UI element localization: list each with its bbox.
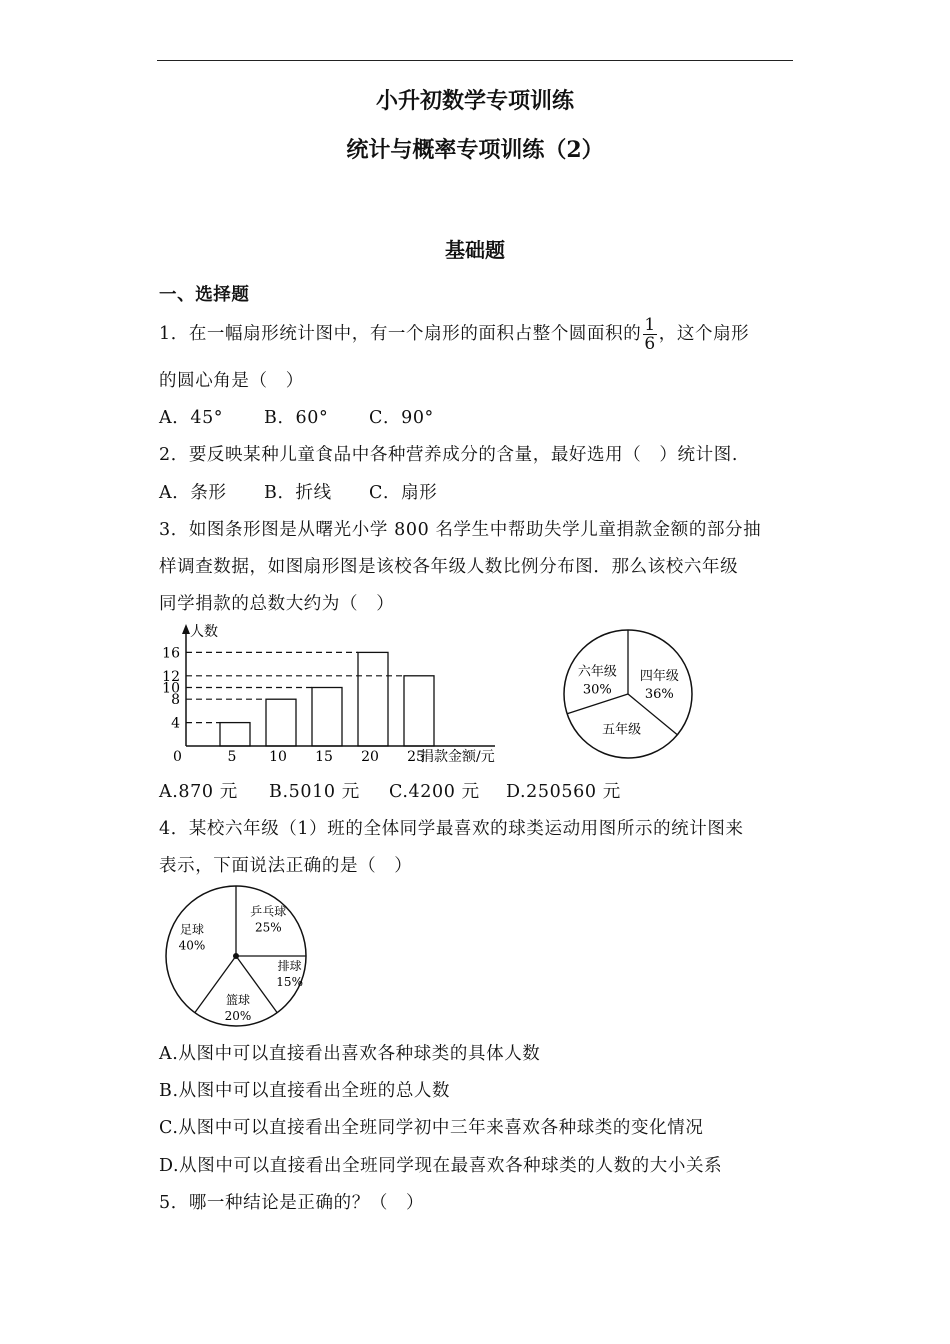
bar-ytick-label: 12 bbox=[162, 668, 180, 685]
bar bbox=[312, 688, 342, 747]
q2-options bbox=[159, 479, 437, 504]
pie1-slice-label: 四年级 bbox=[639, 669, 679, 685]
q2-option-c: C．扇形 bbox=[369, 483, 438, 503]
pie2-slice-pct: 20% bbox=[224, 1009, 252, 1023]
bar-xtick-label: 25 bbox=[407, 749, 425, 765]
q2-option-b: B．折线 bbox=[264, 483, 332, 503]
bar-ytick-label: 4 bbox=[171, 715, 180, 732]
q3-option-d: D.250560 元 bbox=[506, 782, 621, 802]
pie1-slice-pct: 36% bbox=[644, 687, 674, 703]
bar-xtick-label: 15 bbox=[315, 749, 333, 765]
section-heading: 基础题 bbox=[445, 238, 505, 262]
q3-options bbox=[159, 778, 621, 803]
bar-xtick-label: 5 bbox=[227, 749, 237, 765]
q1-options bbox=[159, 404, 434, 429]
q4-option-a: A.从图中可以直接看出喜欢各种球类的具体人数 bbox=[159, 1044, 541, 1064]
q3-bar-chart bbox=[150, 618, 520, 770]
q3-line1: 3．如图条形图是从曙光小学 800 名学生中帮助失学儿童捐款金额的部分抽 bbox=[159, 520, 762, 540]
bar-origin-label: 0 bbox=[173, 749, 182, 765]
bar-y-axis-arrow bbox=[182, 624, 190, 634]
q3-grade-pie-chart bbox=[560, 626, 700, 766]
bar-xtick-label: 20 bbox=[361, 749, 379, 765]
q4-line1: 4．某校六年级（1）班的全体同学最喜欢的球类运动用图所示的统计图来 bbox=[159, 819, 744, 839]
q4-option-b: B.从图中可以直接看出全班的总人数 bbox=[159, 1081, 451, 1101]
bar-ytick-label: 10 bbox=[162, 680, 180, 697]
q3-option-c: C.4200 元 bbox=[389, 782, 480, 802]
q1-option-a: A．45° bbox=[159, 408, 224, 428]
pie2-slice-label: 排球 bbox=[277, 959, 302, 974]
q4-ball-pie-chart bbox=[158, 880, 314, 1032]
q1-text-after: ，这个扇形 bbox=[658, 324, 750, 344]
bar-xtick-label: 10 bbox=[269, 749, 287, 765]
pie1-slice-pct: 30% bbox=[582, 682, 612, 698]
bar-xlabel: 捐款金额/元 bbox=[420, 749, 495, 765]
part-heading: 一、选择题 bbox=[159, 285, 250, 305]
bar-ytick-label: 8 bbox=[171, 692, 180, 709]
q1-option-c: C．90° bbox=[369, 408, 434, 428]
bar bbox=[358, 652, 388, 746]
q4-line2: 表示，下面说法正确的是（ ） bbox=[159, 856, 413, 876]
header-rule bbox=[157, 60, 793, 61]
q1-option-b: B．60° bbox=[264, 408, 329, 428]
q1-frac-num: 1 bbox=[644, 315, 656, 335]
q1-line2: 的圆心角是（ ） bbox=[159, 371, 304, 391]
q3-line3: 同学捐款的总数大约为（ ） bbox=[159, 594, 395, 614]
q1-line1 bbox=[159, 316, 749, 353]
pie2-slice-pct: 40% bbox=[178, 938, 206, 953]
pie2-slice-pct: 15% bbox=[276, 975, 303, 990]
q3-option-b: B.5010 元 bbox=[269, 782, 360, 802]
q1-frac-den: 6 bbox=[644, 334, 656, 354]
doc-subtitle: 统计与概率专项训练（2） bbox=[346, 137, 604, 163]
bar-ylabel: 人数 bbox=[190, 624, 218, 640]
pie2-slice-pct: 25% bbox=[254, 920, 282, 935]
pie2-slice-label: 乒乓球 bbox=[250, 904, 287, 919]
pie2-slice-label: 足球 bbox=[179, 922, 204, 937]
q2-option-a: A．条形 bbox=[159, 483, 227, 503]
pie1-slice-label: 五年级 bbox=[602, 722, 642, 738]
q3-option-a: A.870 元 bbox=[159, 782, 238, 802]
q1-fraction bbox=[643, 316, 656, 353]
pie1-slice-label: 六年级 bbox=[577, 664, 617, 680]
q3-line2: 样调查数据，如图扇形图是该校各年级人数比例分布图．那么该校六年级 bbox=[159, 557, 739, 577]
bar bbox=[404, 676, 434, 746]
q4-option-d: D.从图中可以直接看出全班同学现在最喜欢各种球类的人数的大小关系 bbox=[159, 1156, 723, 1176]
bar-ytick-label: 16 bbox=[162, 645, 180, 662]
q1-text-before: 1．在一幅扇形统计图中，有一个扇形的面积占整个圆面积的 bbox=[159, 324, 642, 344]
bar bbox=[220, 723, 250, 746]
pie2-slice-label: 篮球 bbox=[225, 993, 251, 1007]
q2-text: 2．要反映某种儿童食品中各种营养成分的含量，最好选用（ ）统计图. bbox=[159, 445, 738, 465]
doc-title: 小升初数学专项训练 bbox=[375, 88, 574, 114]
q4-option-c: C.从图中可以直接看出全班同学初中三年来喜欢各种球类的变化情况 bbox=[159, 1118, 704, 1138]
bar bbox=[266, 699, 296, 746]
q5-text: 5．哪一种结论是正确的？（ ） bbox=[159, 1193, 425, 1213]
